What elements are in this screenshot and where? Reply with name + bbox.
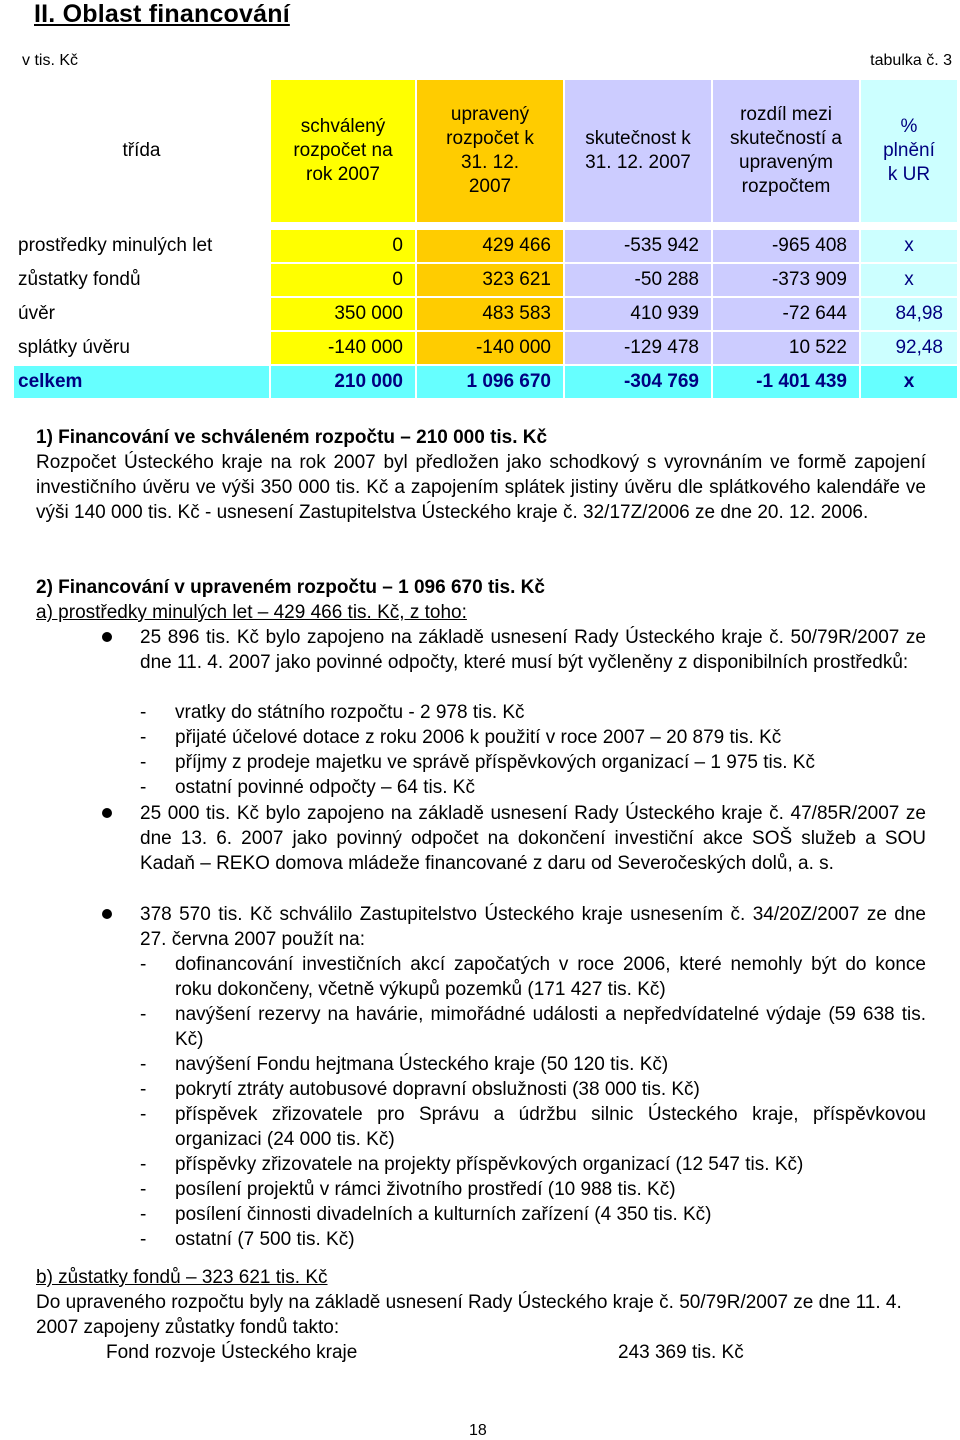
cell-skutecnost: -535 942	[565, 230, 711, 262]
total-rozdil: -1 401 439	[713, 366, 859, 398]
table-row	[14, 230, 957, 262]
header-plneni: % plnění k UR	[861, 80, 957, 222]
bullet3-text: 378 570 tis. Kč schválilo Zastupitelstvo Ústeckého kraje usnesením č. 34/20Z/2007 ze dne 27. června 2007 použít na:	[140, 904, 926, 950]
dash-icon: -	[140, 777, 147, 798]
cell-schvaleny: 350 000	[271, 298, 415, 330]
units-label: v tis. Kč	[22, 52, 79, 69]
total-plneni: x	[861, 366, 957, 398]
cell-plneni: x	[861, 264, 957, 296]
table-number: tabulka č. 3	[870, 52, 952, 69]
dash-icon: -	[140, 1179, 147, 1200]
header-upraveny: upravený rozpočet k 31. 12. 2007	[417, 80, 563, 222]
list-item: příspěvky zřizovatele na projekty příspěvkových organizací (12 547 tis. Kč)	[175, 1154, 804, 1175]
section2-sub-b-text: Do upraveného rozpočtu byly na základě usnesení Rady Ústeckého kraje č. 50/79R/2007 ze dne 11. 4. 2007 zapojeny zůstatky fondů takto:	[36, 1292, 902, 1338]
row-label: úvěr	[18, 303, 55, 324]
total-upraveny: 1 096 670	[417, 366, 563, 398]
dash-icon: -	[140, 1229, 147, 1250]
header-rozdil: rozdíl mezi skutečností a upraveným rozpočtem	[713, 80, 859, 222]
table-row	[14, 264, 957, 296]
cell-upraveny: 323 621	[417, 264, 563, 296]
total-schvaleny: 210 000	[271, 366, 415, 398]
dash-icon: -	[140, 1054, 147, 1075]
section1-text: Rozpočet Ústeckého kraje na rok 2007 byl předložen jako schodkový s vyrovnáním ve formě zapojení investičního úvěru ve výši 350 000 tis. Kč a zapojením splátek jistiny úvěru dle splátkového kalendáře ve výši 140 000 tis. Kč - usnesení Zastupitelstva Ústeckého kraje č. 32/17Z/2006 ze dne 20. 12. 2006.	[36, 452, 926, 523]
list-item: příjmy z prodeje majetku ve správě příspěvkových organizací – 1 975 tis. Kč	[175, 752, 815, 773]
cell-plneni: 92,48	[861, 332, 957, 364]
bullet1-text: 25 896 tis. Kč bylo zapojeno na základě usnesení Rady Ústeckého kraje č. 50/79R/2007 ze dne 11. 4. 2007 jako povinné odpočty, které musí být vyčleněny z disponibilních prostředků:	[140, 627, 926, 673]
page-title: II. Oblast financování	[34, 0, 290, 28]
section2-sub-a: a) prostředky minulých let – 429 466 tis. Kč, z toho:	[36, 602, 467, 623]
section2-sub-b: b) zůstatky fondů – 323 621 tis. Kč	[36, 1267, 328, 1288]
bullet2-text: 25 000 tis. Kč bylo zapojeno na základě usnesení Rady Ústeckého kraje č. 47/85R/2007 ze dne 13. 6. 2007 jako povinný odpočet na dokončení investiční akce SOŠ služeb a SOU Kadaň – REKO domova mládeže financované z daru od Severočeských dolů, a. s.	[140, 803, 926, 874]
total-label: celkem	[14, 366, 269, 398]
list-item: posílení činnosti divadelních a kulturních zařízení (4 350 tis. Kč)	[175, 1204, 712, 1225]
section1-heading: 1) Financování ve schváleném rozpočtu – 210 000 tis. Kč	[36, 427, 548, 448]
dash-icon: -	[140, 1079, 147, 1100]
cell-skutecnost: -129 478	[565, 332, 711, 364]
cell-skutecnost: -50 288	[565, 264, 711, 296]
cell-rozdil: 10 522	[713, 332, 859, 364]
dash-icon: -	[140, 1154, 147, 1175]
dash-icon: -	[140, 1204, 147, 1225]
cell-rozdil: -373 909	[713, 264, 859, 296]
fund-label: Fond rozvoje Ústeckého kraje	[106, 1342, 358, 1363]
row-label: splátky úvěru	[18, 337, 130, 358]
list-item: ostatní (7 500 tis. Kč)	[175, 1229, 355, 1250]
dash-icon: -	[140, 1104, 147, 1125]
cell-upraveny: -140 000	[417, 332, 563, 364]
bullet-icon	[102, 632, 112, 642]
total-skutecnost: -304 769	[565, 366, 711, 398]
list-item: přijaté účelové dotace z roku 2006 k použití v roce 2007 – 20 879 tis. Kč	[175, 727, 782, 748]
list-item: pokrytí ztráty autobusové dopravní obslužnosti (38 000 tis. Kč)	[175, 1079, 700, 1100]
cell-plneni: 84,98	[861, 298, 957, 330]
fund-value: 243 369 tis. Kč	[618, 1342, 744, 1363]
bullet-icon	[102, 808, 112, 818]
bullet-icon	[102, 909, 112, 919]
list-item: ostatní povinné odpočty – 64 tis. Kč	[175, 777, 475, 798]
section2-heading: 2) Financování v upraveném rozpočtu – 1 096 670 tis. Kč	[36, 577, 545, 598]
cell-plneni: x	[861, 230, 957, 262]
cell-upraveny: 483 583	[417, 298, 563, 330]
table-row	[14, 332, 957, 364]
list-item: vratky do státního rozpočtu - 2 978 tis. Kč	[175, 702, 525, 723]
cell-schvaleny: 0	[271, 264, 415, 296]
list-item: posílení projektů v rámci životního prostředí (10 988 tis. Kč)	[175, 1179, 676, 1200]
row-label: zůstatky fondů	[18, 269, 141, 290]
row-label: prostředky minulých let	[18, 235, 213, 256]
table-total-row	[14, 366, 957, 398]
dash-icon: -	[140, 702, 147, 723]
dash-icon: -	[140, 954, 147, 975]
list-item: příspěvek zřizovatele pro Správu a údržbu silnic Ústeckého kraje, příspěvkovou organizaci (24 000 tis. Kč)	[175, 1104, 926, 1150]
page-number: 18	[469, 1422, 487, 1439]
cell-skutecnost: 410 939	[565, 298, 711, 330]
dash-icon: -	[140, 1004, 147, 1025]
list-item: navýšení Fondu hejtmana Ústeckého kraje (50 120 tis. Kč)	[175, 1054, 669, 1075]
header-schvaleny: schválený rozpočet na rok 2007	[271, 80, 415, 222]
table-row	[14, 298, 957, 330]
cell-rozdil: -72 644	[713, 298, 859, 330]
list-item: dofinancování investičních akcí započatých v roce 2006, které nemohly být do konce roku dokončeny, včetně výkupů pozemků (171 427 tis. Kč)	[175, 954, 926, 1000]
header-skutecnost: skutečnost k 31. 12. 2007	[565, 80, 711, 222]
cell-upraveny: 429 466	[417, 230, 563, 262]
cell-schvaleny: 0	[271, 230, 415, 262]
header-trida: třída	[122, 140, 161, 161]
cell-rozdil: -965 408	[713, 230, 859, 262]
dash-icon: -	[140, 752, 147, 773]
cell-schvaleny: -140 000	[271, 332, 415, 364]
dash-icon: -	[140, 727, 147, 748]
list-item: navýšení rezervy na havárie, mimořádné události a nepředvídatelné výdaje (59 638 tis. Kč)	[175, 1004, 926, 1050]
